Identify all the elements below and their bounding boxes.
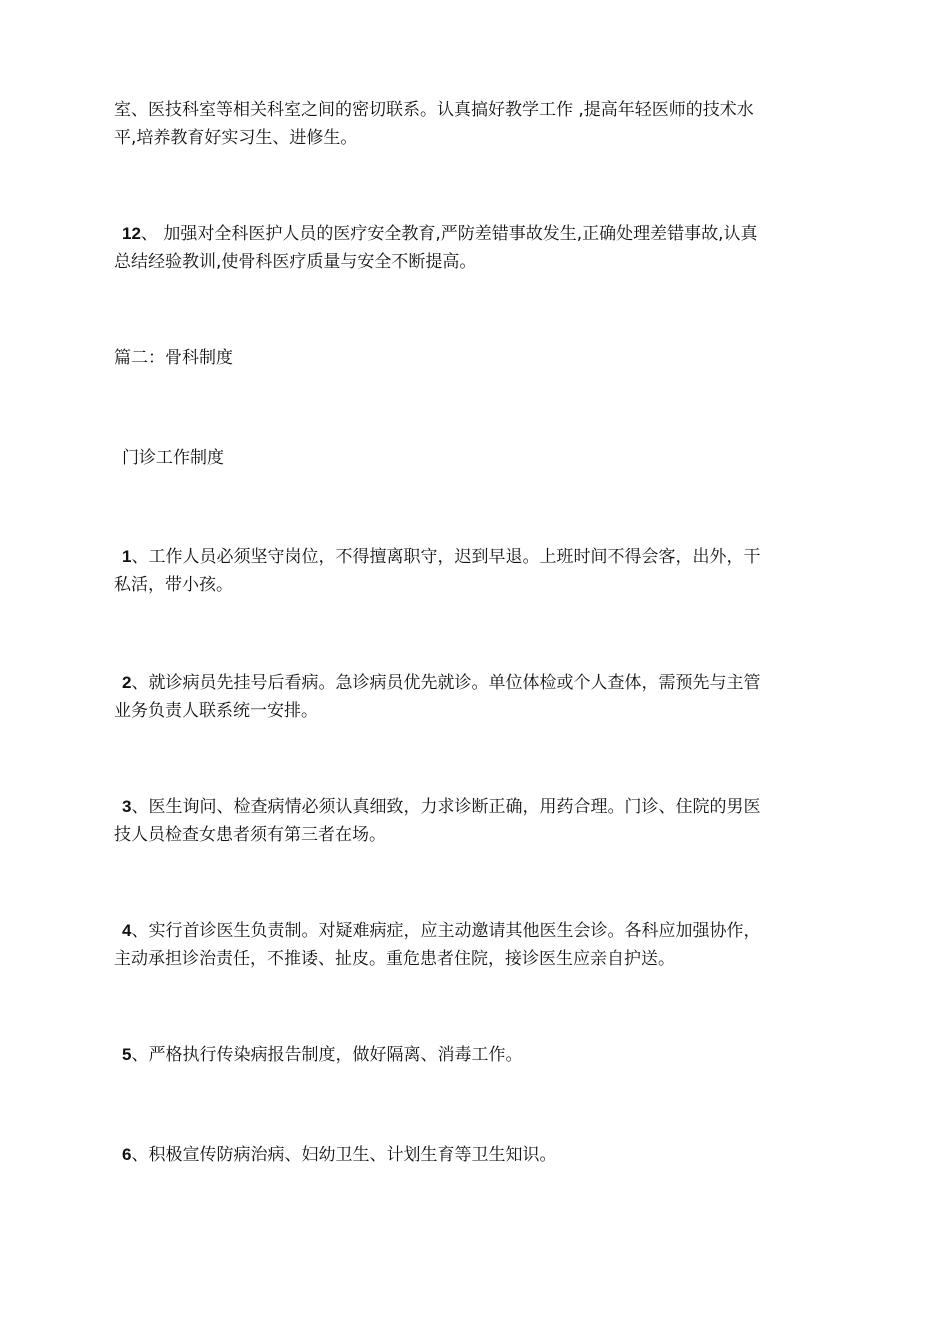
item-1-line-2: 私活，带小孩。 (114, 575, 233, 595)
item-6-line-1 (122, 1141, 852, 1169)
item-2-text: 、就诊病员先挂号后看病。急诊病员优先就诊。单位体检或个人查体，需预先与主管 (131, 673, 761, 693)
item-3-text: 、医生询问、检查病情必须认真细致，力求诊断正确，用药合理。门诊、住院的男医 (131, 797, 761, 817)
item-1-number: 1 (122, 547, 132, 566)
item-4-number: 4 (122, 921, 132, 940)
item-2-number: 2 (122, 673, 132, 692)
intro-line-1: 室、医技科室等相关科室之间的密切联系。认真搞好教学工作 ,提高年轻医师的技术水 (114, 100, 754, 120)
item-12-line-2: 总结经验教训,使骨科医疗质量与安全不断提高。 (114, 252, 477, 272)
item-2-paragraph (114, 669, 852, 725)
item-4-text: 、实行首诊医生负责制。对疑难病症，应主动邀请其他医生会诊。各科应加强协作， (131, 921, 761, 941)
intro-paragraph (114, 96, 844, 152)
item-4-paragraph (114, 917, 852, 973)
item-12-paragraph (114, 220, 852, 276)
item-5-paragraph (122, 1041, 852, 1069)
item-3-line-2: 技人员检查女患者须有第三者在场。 (114, 825, 386, 845)
section-title: 篇二：骨科制度 (114, 348, 233, 368)
item-6-paragraph (122, 1141, 852, 1169)
item-5-text: 、严格执行传染病报告制度，做好隔离、消毒工作。 (131, 1045, 523, 1065)
item-6-number: 6 (122, 1145, 132, 1164)
item-6-text: 、积极宣传防病治病、妇幼卫生、计划生育等卫生知识。 (131, 1145, 557, 1165)
item-2-line-1 (122, 669, 852, 697)
item-4-line-2: 主动承担诊治责任，不推诿、扯皮。重危患者住院，接诊医生应亲自护送。 (114, 949, 675, 969)
item-12-line-1 (122, 220, 852, 248)
item-2-line-2: 业务负责人联系统一安排。 (114, 701, 318, 721)
subsection-title: 门诊工作制度 (122, 448, 224, 468)
item-4-line-1 (122, 917, 852, 945)
item-1-paragraph (114, 543, 852, 599)
item-1-line-1 (122, 543, 852, 571)
item-5-number: 5 (122, 1045, 132, 1064)
item-5-line-1 (122, 1041, 852, 1069)
item-3-line-1 (122, 793, 852, 821)
item-12-text: 、 加强对全科医护人员的医疗安全教育,严防差错事故发生,正确处理差错事故,认真 (140, 224, 758, 244)
item-12-number: 12 (122, 224, 141, 243)
item-3-paragraph (114, 793, 852, 849)
item-1-text: 、工作人员必须坚守岗位，不得擅离职守，迟到早退。上班时间不得会客，出外，干 (131, 547, 761, 567)
intro-line-2: 平,培养教育好实习生、进修生。 (114, 128, 358, 148)
item-3-number: 3 (122, 797, 132, 816)
